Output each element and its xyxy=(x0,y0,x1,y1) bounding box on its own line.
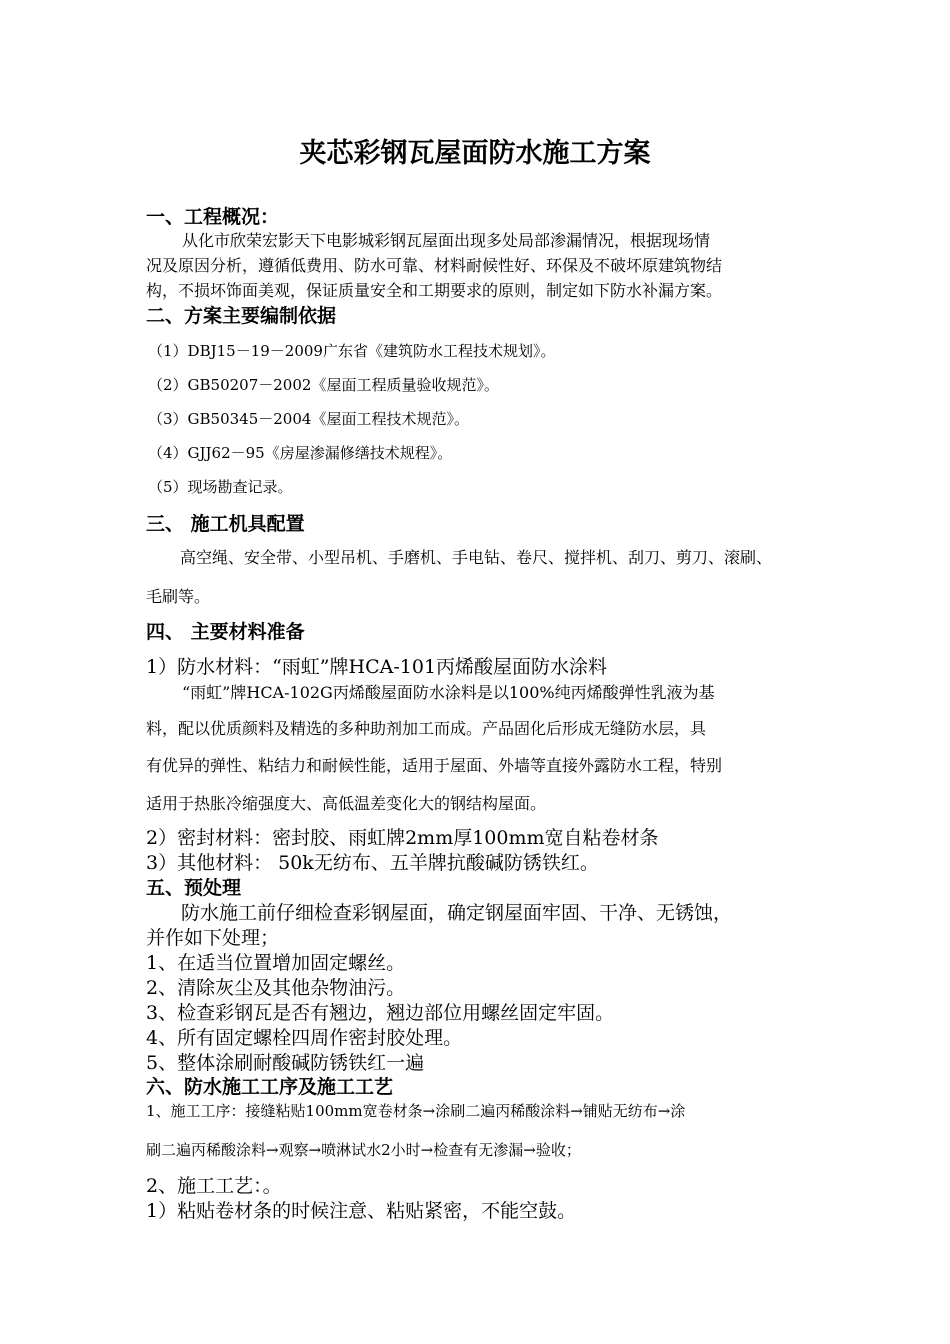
procedure-line: 刷二遍丙稀酸涂料→观察→喷淋试水2小时→检查有无渗漏→验收； xyxy=(146,1141,581,1159)
section-2-heading: 二、方案主要编制依据 xyxy=(146,305,337,327)
pretreatment-line: 并作如下处理； xyxy=(146,927,280,949)
document-title: 夹芯彩钢瓦屋面防水施工方案 xyxy=(299,138,651,169)
pretreatment-step: 1、在适当位置增加固定螺丝。 xyxy=(146,952,406,974)
basis-item: （4）GJJ62－95《房屋渗漏修缮技术规程》。 xyxy=(148,444,453,462)
section-5-heading: 五、预处理 xyxy=(146,877,242,899)
basis-item: （1）DBJ15－19－2009广东省《建筑防水工程技术规划》。 xyxy=(148,342,556,360)
material-item-2: 2）密封材料：密封胶、雨虹牌2mm厚100mm宽自粘卷材条 xyxy=(146,827,659,849)
material-desc-line: 适用于热胀冷缩强度大、高低温差变化大的钢结构屋面。 xyxy=(146,794,547,813)
material-item-1: 1）防水材料：“雨虹”牌HCA-101丙烯酸屋面防水涂料 xyxy=(146,656,608,678)
section-1-line: 况及原因分析，遵循低费用、防水可靠、材料耐候性好、环保及不破坏原建筑物结 xyxy=(146,256,723,275)
craft-heading: 2、施工工艺：。 xyxy=(146,1175,282,1197)
section-6-heading: 六、防水施工工序及施工工艺 xyxy=(146,1076,394,1098)
pretreatment-step: 2、清除灰尘及其他杂物油污。 xyxy=(146,977,406,999)
basis-item: （5）现场勘查记录。 xyxy=(148,478,293,496)
basis-item: （2）GB50207－2002《屋面工程质量验收规范》。 xyxy=(148,376,499,394)
basis-item: （3）GB50345－2004《屋面工程技术规范》。 xyxy=(148,410,469,428)
craft-item-1: 1）粘贴卷材条的时候注意、粘贴紧密，不能空鼓。 xyxy=(146,1200,577,1222)
section-1-line: 从化市欣荣宏影天下电影城彩钢瓦屋面出现多处局部渗漏情况，根据现场情 xyxy=(182,231,711,250)
material-desc-line: 料，配以优质颜料及精选的多种助剂加工而成。产品固化后形成无缝防水层，具 xyxy=(146,719,707,738)
material-desc-line: 有优异的弹性、粘结力和耐候性能，适用于屋面、外墙等直接外露防水工程，特别 xyxy=(146,756,723,775)
pretreatment-step: 3、检查彩钢瓦是否有翘边，翘边部位用螺丝固定牢固。 xyxy=(146,1002,615,1024)
section-4-heading: 四、 主要材料准备 xyxy=(146,621,305,643)
section-1-line: 构，不损坏饰面美观，保证质量安全和工期要求的原则，制定如下防水补漏方案。 xyxy=(146,281,723,300)
material-desc-line: “雨虹”牌HCA-102G丙烯酸屋面防水涂料是以100%纯丙烯酸弹性乳液为基 xyxy=(182,683,715,702)
section-3-heading: 三、 施工机具配置 xyxy=(146,513,305,535)
pretreatment-line: 防水施工前仔细检查彩钢屋面，确定钢屋面牢固、干净、无锈蚀， xyxy=(181,902,733,924)
tools-line: 毛刷等。 xyxy=(146,587,211,606)
section-1-heading: 一、工程概况： xyxy=(146,206,280,228)
pretreatment-step: 5、整体涂刷耐酸碱防锈铁红一遍 xyxy=(146,1052,425,1074)
tools-line: 高空绳、安全带、小型吊机、手磨机、手电钻、卷尺、搅拌机、刮刀、剪刀、滚刷、 xyxy=(180,548,773,567)
procedure-line: 1、施工工序：接缝粘贴100mm宽卷材条→涂刷二遍丙稀酸涂料→铺贴无纺布→涂 xyxy=(146,1102,686,1120)
pretreatment-step: 4、所有固定螺栓四周作密封胶处理。 xyxy=(146,1027,463,1049)
material-item-3: 3）其他材料： 50k无纺布、五羊牌抗酸碱防锈铁红。 xyxy=(146,852,599,874)
